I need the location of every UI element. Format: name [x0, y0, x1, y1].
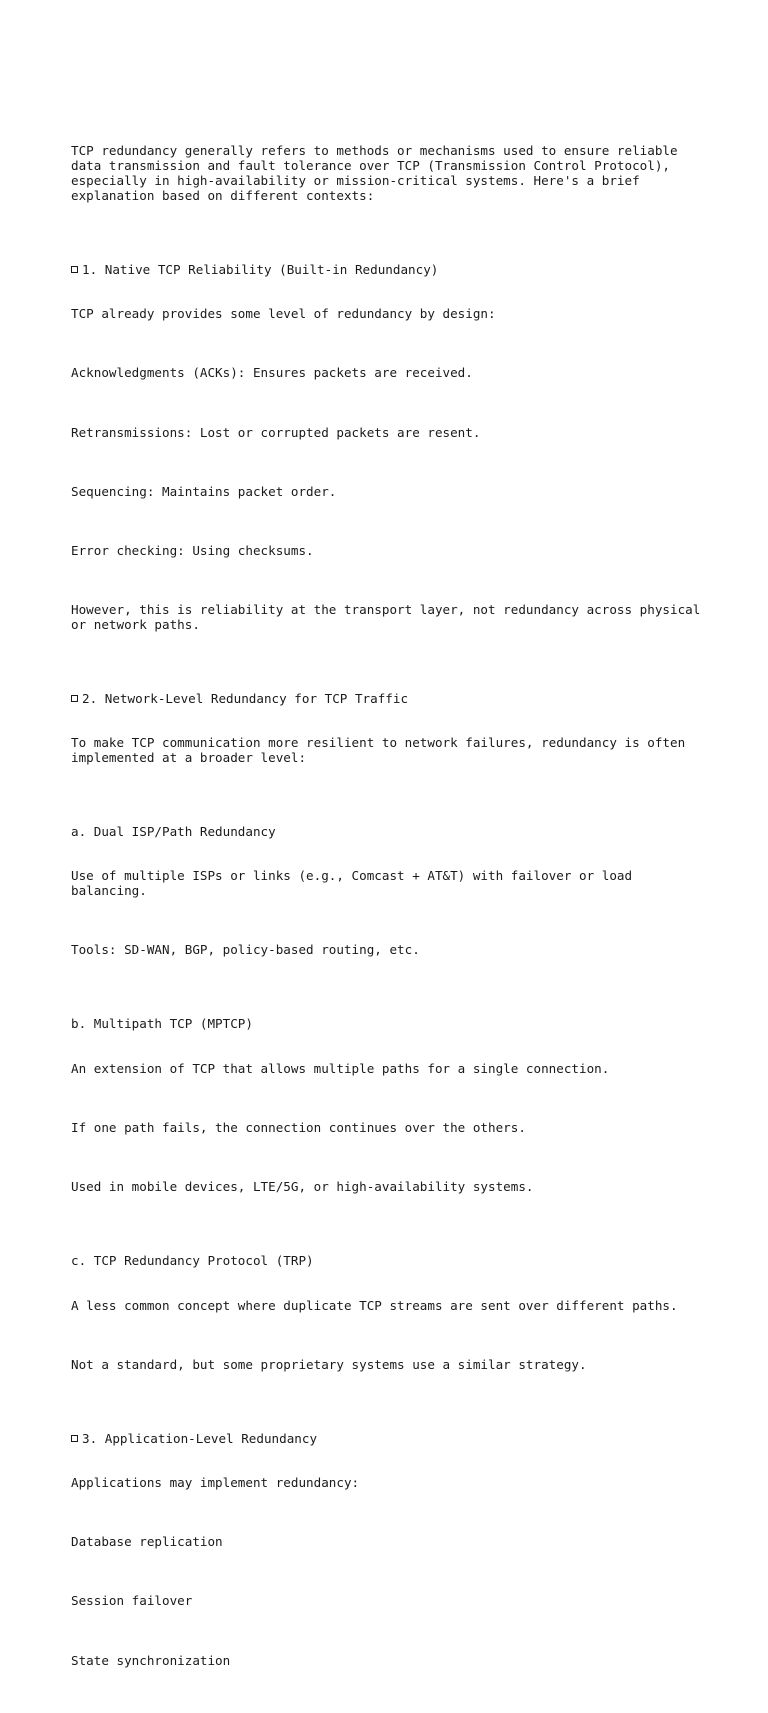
- section-3-item-state-sync: State synchronization: [71, 1652, 231, 1668]
- section-3-heading-text: 3. Application-Level Redundancy: [82, 1430, 318, 1446]
- intro-paragraph: TCP redundancy generally refers to methods or mechanisms used to ensure reliable data transmission and fault tolerance over TCP (Transmission Control Protocol), especially in high-availability or mission-critical systems. Here's a brief explanation based on different contexts:: [71, 143, 678, 203]
- section-2a-tools: Tools: SD-WAN, BGP, policy-based routing, etc.: [71, 942, 420, 958]
- section-1-heading-text: 1. Native TCP Reliability (Built-in Redundancy): [82, 261, 439, 277]
- box-glyph-icon: [71, 1435, 78, 1442]
- section-2-heading: [71, 692, 731, 707]
- section-2c-text: A less common concept where duplicate TCP streams are sent over different paths.: [71, 1297, 678, 1313]
- document-body: [71, 100, 731, 1713]
- section-1-heading: [71, 263, 731, 278]
- section-2c-title: c. TCP Redundancy Protocol (TRP): [71, 1253, 314, 1269]
- section-2-lead: To make TCP communication more resilient to network failures, redundancy is often implemented at a broader level:: [71, 735, 686, 766]
- section-3-item-session-failover: Session failover: [71, 1593, 193, 1609]
- box-glyph-icon: [71, 695, 78, 702]
- section-2b-text: An extension of TCP that allows multiple paths for a single connection.: [71, 1060, 610, 1076]
- section-1-item-retransmissions: Retransmissions: Lost or corrupted packets are resent.: [71, 424, 481, 440]
- section-2c-p2: Not a standard, but some proprietary systems use a similar strategy.: [71, 1356, 587, 1372]
- section-2b-title: b. Multipath TCP (MPTCP): [71, 1016, 253, 1032]
- section-2b-p3: Used in mobile devices, LTE/5G, or high-availability systems.: [71, 1179, 534, 1195]
- section-1-item-error-checking: Error checking: Using checksums.: [71, 542, 314, 558]
- section-2a-text: Use of multiple ISPs or links (e.g., Comcast + AT&T) with failover or load balancing.: [71, 868, 633, 899]
- section-2-heading-text: 2. Network-Level Redundancy for TCP Traffic: [82, 690, 409, 706]
- section-1-note: However, this is reliability at the transport layer, not redundancy across physical or network paths.: [71, 602, 701, 632]
- section-2a-title: a. Dual ISP/Path Redundancy: [71, 824, 276, 840]
- section-3-item-db-replication: Database replication: [71, 1534, 223, 1550]
- section-3-heading: [71, 1432, 731, 1447]
- section-1-item-sequencing: Sequencing: Maintains packet order.: [71, 483, 337, 499]
- section-1-lead: TCP already provides some level of redundancy by design:: [71, 306, 496, 322]
- box-glyph-icon: [71, 266, 78, 273]
- section-1-item-acks: Acknowledgments (ACKs): Ensures packets are received.: [71, 365, 473, 381]
- section-3-lead: Applications may implement redundancy:: [71, 1475, 360, 1491]
- section-2b-p2: If one path fails, the connection continues over the others.: [71, 1119, 526, 1135]
